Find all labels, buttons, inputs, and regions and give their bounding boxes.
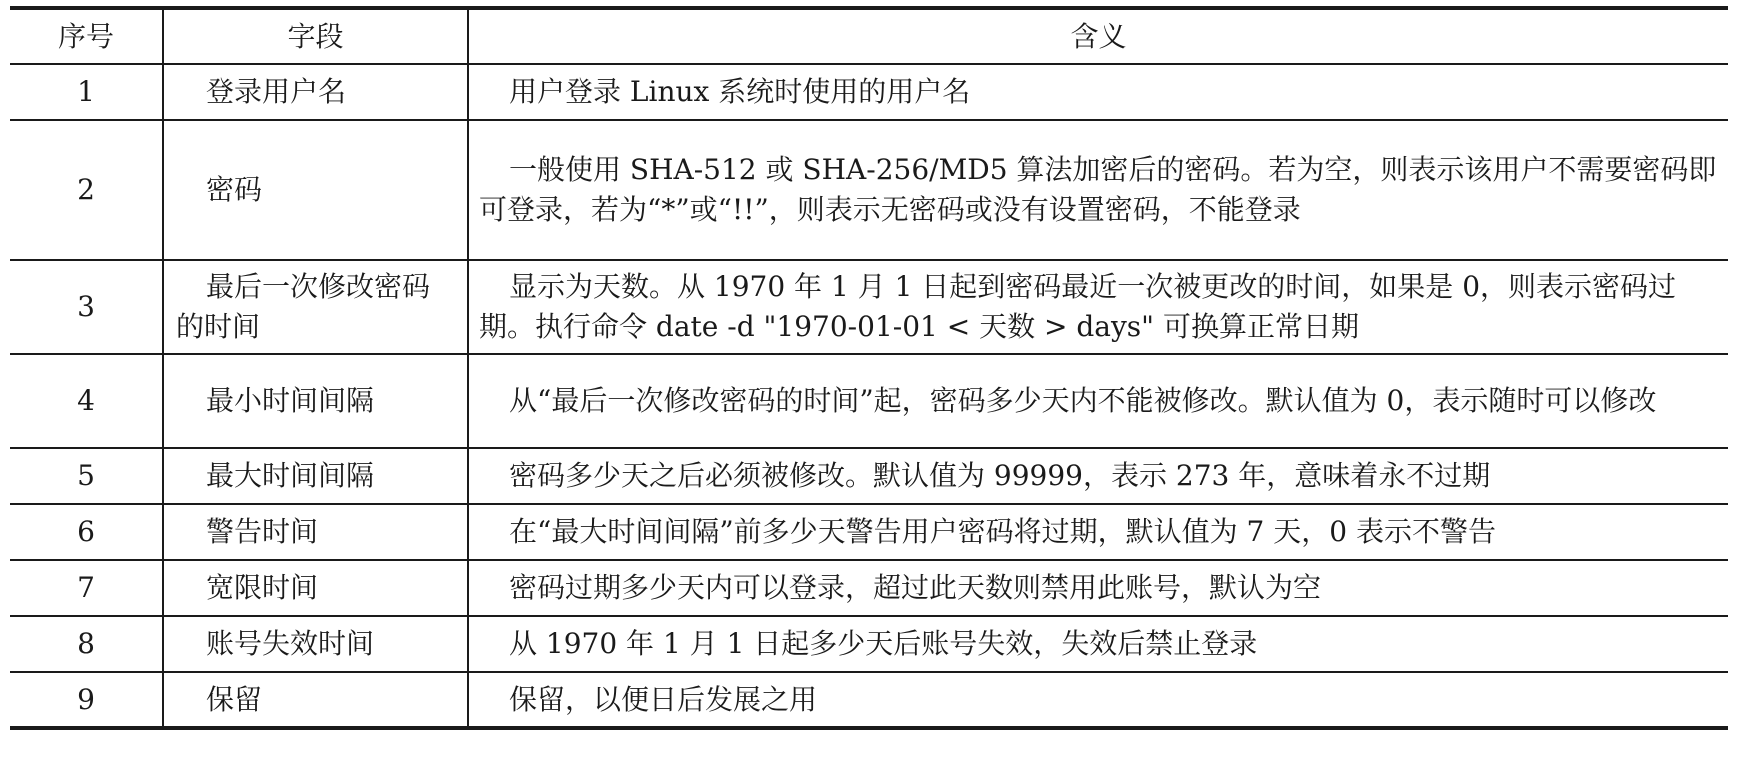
row-field: 最大时间间隔: [163, 448, 468, 504]
shadow-fields-table: [10, 6, 1728, 730]
row-index: 2: [10, 120, 163, 260]
row-meaning: 在“最大时间间隔”前多少天警告用户密码将过期，默认值为 7 天，0 表示不警告: [468, 504, 1728, 560]
table-row: [10, 504, 1728, 560]
row-field: 宽限时间: [163, 560, 468, 616]
table-row: [10, 448, 1728, 504]
header-index: 序号: [57, 19, 114, 53]
row-meaning: 从“最后一次修改密码的时间”起，密码多少天内不能被修改。默认值为 0，表示随时可以修改: [468, 354, 1728, 448]
row-field: 最后一次修改密码的时间: [163, 260, 468, 354]
row-meaning: 保留，以便日后发展之用: [468, 672, 1728, 728]
table-row: [10, 616, 1728, 672]
header-field: 字段: [163, 8, 468, 64]
row-field: 最小时间间隔: [163, 354, 468, 448]
row-meaning: 用户登录 Linux 系统时使用的用户名: [468, 64, 1728, 120]
table-row: [10, 64, 1728, 120]
table-row: [10, 672, 1728, 728]
row-field: 警告时间: [163, 504, 468, 560]
row-meaning: 从 1970 年 1 月 1 日起多少天后账号失效，失效后禁止登录: [468, 616, 1728, 672]
row-meaning: 显示为天数。从 1970 年 1 月 1 日起到密码最近一次被更改的时间，如果是 0，则表示密码过期。执行命令 date -d "1970-01-01 < 天数 > days" 可换算正常日期: [468, 260, 1728, 354]
row-meaning: 一般使用 SHA-512 或 SHA-256/MD5 算法加密后的密码。若为空，则表示该用户不需要密码即可登录，若为“*”或“!!”，则表示无密码或没有设置密码，不能登录: [468, 120, 1728, 260]
row-meaning: 密码多少天之后必须被修改。默认值为 99999，表示 273 年，意味着永不过期: [468, 448, 1728, 504]
table-header-row: [10, 8, 1728, 64]
row-index: 8: [10, 616, 163, 672]
row-index: 5: [10, 448, 163, 504]
row-index: 7: [10, 560, 163, 616]
row-meaning: 密码过期多少天内可以登录，超过此天数则禁用此账号，默认为空: [468, 560, 1728, 616]
row-index: 3: [10, 260, 163, 354]
header-meaning: 含义: [468, 8, 1728, 64]
row-field: 账号失效时间: [163, 616, 468, 672]
row-index: 1: [10, 64, 163, 120]
row-field: 密码: [163, 120, 468, 260]
row-index: 4: [10, 354, 163, 448]
row-field: 登录用户名: [163, 64, 468, 120]
row-index: 9: [10, 672, 163, 728]
table-row: [10, 354, 1728, 448]
table-row: [10, 560, 1728, 616]
row-index: 6: [10, 504, 163, 560]
row-field: 保留: [163, 672, 468, 728]
table-row: [10, 260, 1728, 354]
table-row: [10, 120, 1728, 260]
